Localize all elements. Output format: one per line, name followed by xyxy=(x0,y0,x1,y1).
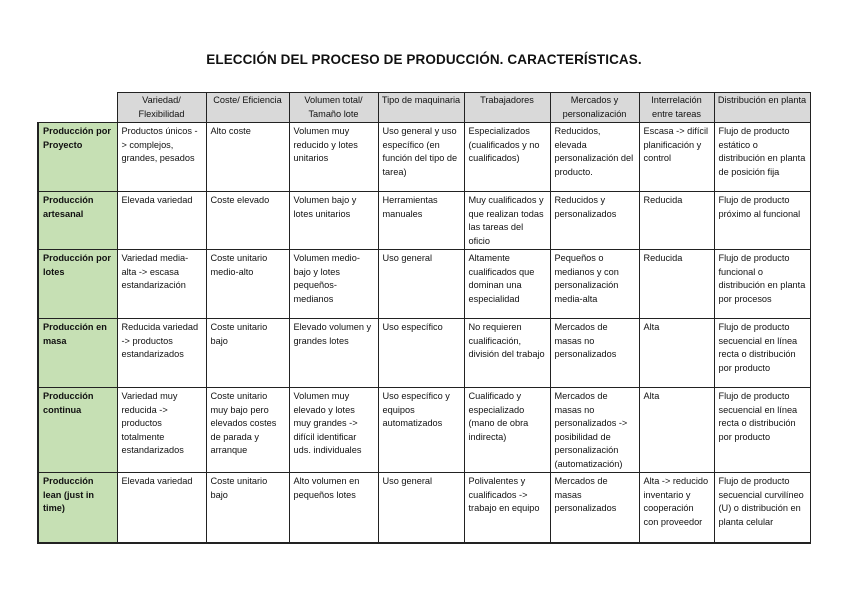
table-cell: Coste unitario medio-alto xyxy=(206,250,289,319)
row-label: Producción en masa xyxy=(38,319,117,388)
table-cell: Flujo de producto funcional o distribución en planta por procesos xyxy=(714,250,810,319)
table-cell: Coste unitario bajo xyxy=(206,473,289,543)
table-row xyxy=(38,123,810,192)
row-label: Producción artesanal xyxy=(38,192,117,250)
table-cell: Coste unitario bajo xyxy=(206,319,289,388)
table-cell: Herramientas manuales xyxy=(378,192,464,250)
table-cell: Mercados de masas no personalizados xyxy=(550,319,639,388)
table-cell: Polivalentes y cualificados -> trabajo en equipo xyxy=(464,473,550,543)
table-cell: Altamente cualificados que dominan una especialidad xyxy=(464,250,550,319)
table-cell: Coste elevado xyxy=(206,192,289,250)
characteristics-table xyxy=(37,92,811,544)
table-cell: Elevada variedad xyxy=(117,192,206,250)
column-header: Distribución en planta xyxy=(714,93,810,123)
table-cell: Elevado volumen y grandes lotes xyxy=(289,319,378,388)
table-cell: Coste unitario muy bajo pero elevados costes de parada y arranque xyxy=(206,388,289,473)
row-label: Producción por lotes xyxy=(38,250,117,319)
column-header: Volumen total/ Tamaño lote xyxy=(289,93,378,123)
table-cell: Mercados de masas personalizados xyxy=(550,473,639,543)
column-header: Coste/ Eficiencia xyxy=(206,93,289,123)
table-cell: Flujo de producto secuencial en línea recta o distribución por producto xyxy=(714,388,810,473)
row-label: Producción continua xyxy=(38,388,117,473)
row-label: Producción por Proyecto xyxy=(38,123,117,192)
header-row xyxy=(38,93,810,123)
table-cell: Uso general xyxy=(378,250,464,319)
table-cell: Volumen bajo y lotes unitarios xyxy=(289,192,378,250)
corner-cell xyxy=(38,93,117,123)
table-cell: Pequeños o medianos y con personalización media-alta xyxy=(550,250,639,319)
table-cell: Reducida variedad -> productos estandarizados xyxy=(117,319,206,388)
table-cell: Productos únicos -> complejos, grandes, pesados xyxy=(117,123,206,192)
table-row xyxy=(38,319,810,388)
column-header: Trabajadores xyxy=(464,93,550,123)
column-header: Variedad/ Flexibilidad xyxy=(117,93,206,123)
page-title: ELECCIÓN DEL PROCESO DE PRODUCCIÓN. CARACTERÍSTICAS. xyxy=(206,52,642,67)
table-cell: Especializados (cualificados y no cualificados) xyxy=(464,123,550,192)
table-row xyxy=(38,388,810,473)
table-cell: Alto coste xyxy=(206,123,289,192)
table-cell: Muy cualificados y que realizan todas las tareas del oficio xyxy=(464,192,550,250)
table-cell: Elevada variedad xyxy=(117,473,206,543)
table-cell: Mercados de masas no personalizados -> posibilidad de personalización (automatización) xyxy=(550,388,639,473)
table-cell: Escasa -> difícil planificación y control xyxy=(639,123,714,192)
table-cell: Alta xyxy=(639,388,714,473)
table-cell: Flujo de producto secuencial en línea recta o distribución por producto xyxy=(714,319,810,388)
table-cell: Reducidos y personalizados xyxy=(550,192,639,250)
table-cell: Uso general xyxy=(378,473,464,543)
table-cell: Alto volumen en pequeños lotes xyxy=(289,473,378,543)
table-row xyxy=(38,192,810,250)
table-cell: Uso específico xyxy=(378,319,464,388)
table-row xyxy=(38,473,810,543)
table-cell: No requieren cualificación, división del trabajo xyxy=(464,319,550,388)
table-cell: Flujo de producto estático o distribución en planta de posición fija xyxy=(714,123,810,192)
table-cell: Volumen medio-bajo y lotes pequeños-medianos xyxy=(289,250,378,319)
table-cell: Alta -> reducido inventario y cooperación con proveedor xyxy=(639,473,714,543)
table-cell: Volumen muy reducido y lotes unitarios xyxy=(289,123,378,192)
table-cell: Uso específico y equipos automatizados xyxy=(378,388,464,473)
column-header: Tipo de maquinaria xyxy=(378,93,464,123)
table-cell: Flujo de producto próximo al funcional xyxy=(714,192,810,250)
table-cell: Reducidos, elevada personalización del producto. xyxy=(550,123,639,192)
table-cell: Uso general y uso específico (en función del tipo de tarea) xyxy=(378,123,464,192)
column-header: Interrelación entre tareas xyxy=(639,93,714,123)
table-cell: Reducida xyxy=(639,192,714,250)
table-cell: Alta xyxy=(639,319,714,388)
row-label: Producción lean (just in time) xyxy=(38,473,117,543)
table-cell: Cualificado y especializado (mano de obra indirecta) xyxy=(464,388,550,473)
table-cell: Reducida xyxy=(639,250,714,319)
column-header: Mercados y personalización xyxy=(550,93,639,123)
table-row xyxy=(38,250,810,319)
table-cell: Variedad muy reducida -> productos totalmente estandarizados xyxy=(117,388,206,473)
table-cell: Flujo de producto secuencial curvilíneo (U) o distribución en planta celular xyxy=(714,473,810,543)
table-cell: Variedad media-alta -> escasa estandarización xyxy=(117,250,206,319)
table-cell: Volumen muy elevado y lotes muy grandes -> difícil identificar uds. individuales xyxy=(289,388,378,473)
